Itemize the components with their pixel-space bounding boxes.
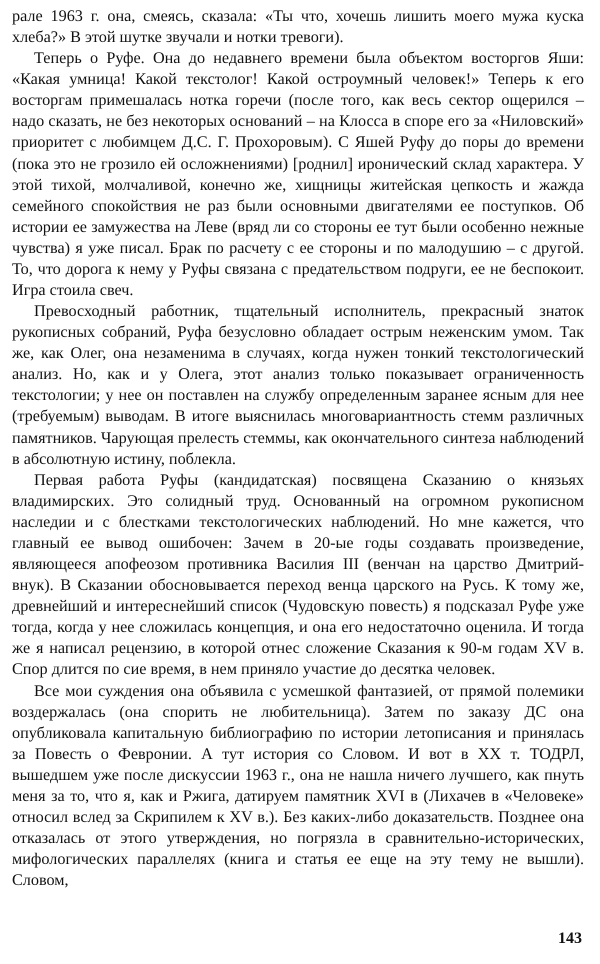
page-number: 143 <box>558 930 582 947</box>
paragraph: Теперь о Руфе. Она до недавнего времени была объектом восторгов Яши: «Какая умница! Какой текстолог! Какой остроумный человек!» Теперь к его восторгам примешалась нотка горечи (после того, как весь сектор ощерился – надо сказать, не без некоторых оснований – на Клосса в споре его за «Ниловский» приоритет с любимцем Д.С. Г. Прохоровым). С Яшей Руфу до поры до времени (пока это не грозило ей осложнениями) [роднил] иронический склад характера. У этой тихой, молчаливой, конечно же, хищницы житейская цепкость и жажда семейного спокойствия не раз были основными двигателями ее поступков. Об истории ее замужества на Леве (вряд ли со стороны ее тут были особенно нежные чувства) я уже писал. Брак по расчету с ее стороны и по малодушию – с другой. То, что дорога к нему у Руфы связана с предательством подруги, ее не беспокоит. Игра стоила свеч. <box>12 49 584 300</box>
paragraph: рале 1963 г. она, смеясь, сказала: «Ты что, хочешь лишить моего мужа куска хлеба?» В этой шутке звучали и нотки тревоги). <box>12 7 584 47</box>
body-text <box>12 6 584 891</box>
paragraph: Все мои суждения она объявила с усмешкой фантазией, от прямой полемики воздержалась (она спорить не любительница). Затем по заказу ДС она опубликовала капитальную библиографию по истории летописания и принялась за Повесть о Февронии. А тут история со Словом. И вот в XX т. ТОДРЛ, вышедшем уже после дискуссии 1963 г., она не нашла ничего лучшего, как пнуть меня за то, что я, как и Ржига, датируем памятник XVI в (Лихачев в «Человеке» относил вслед за Скрипилем к XV в.). Без каких-либо доказательств. Позднее она отказалась от этого утверждения, но погрязла в сравнительно-исторических, мифологических параллелях (книга и статья ее еще на эту тему не вышли). Словом, <box>12 681 584 890</box>
paragraph: Первая работа Руфы (кандидатская) посвящена Сказанию о князьях владимирских. Это солидный труд. Основанный на огромном рукописном наследии и с блестками текстологических наблюдений. Но мне кажется, что главный ее вывод ошибочен: Зачем в 20-ые годы создавать произведение, являющееся апофеозом противника Василия III (венчан на царство Дмитрий-внук). В Сказании обосновывается переход венца царского на Русь. К тому же, древнейший и интереснейший список (Чудовскую повесть) я подсказал Руфе уже тогда, когда у нее сложилась концепция, и она его недостаточно оценила. И тогда же я написал рецензию, в которой отнес сложение Сказания к 90-м годам XV в. Спор длится по сие время, в нем приняло участие до десятка человек. <box>12 470 584 679</box>
paragraph: Превосходный работник, тщательный исполнитель, прекрасный знаток рукописных собраний, Руфа безусловно обладает острым неженским умом. Так же, как Олег, она незаменима в случаях, когда нужен тонкий текстологический анализ. Но, как и у Олега, этот анализ только показывает ограниченность текстологии; у нее он поставлен на службу определенным заранее ясным для нее (требуемым) выводам. В итоге выяснилась многовариантность стемм различных памятников. Чарующая прелесть стеммы, как окончательного синтеза наблюдений в абсолютную истину, поблекла. <box>12 302 584 468</box>
